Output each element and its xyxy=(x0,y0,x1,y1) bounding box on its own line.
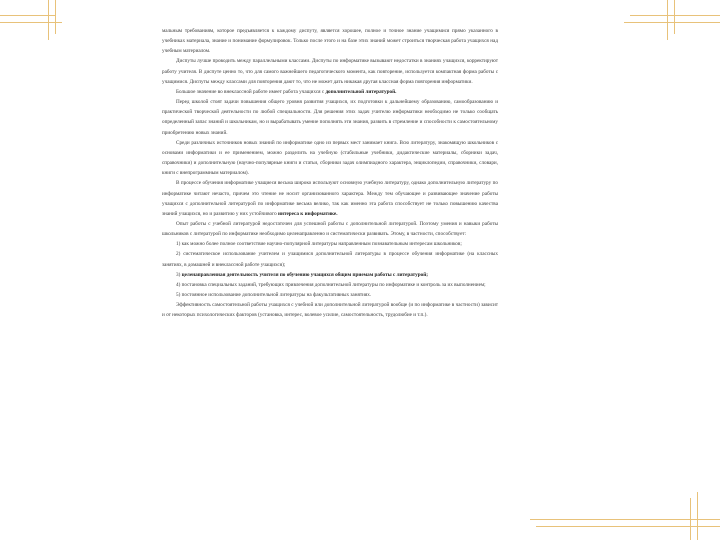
paragraph-text: 5) постоянное использование дополнительной литературы на факультативных занятиях. xyxy=(176,292,372,299)
list-item-1 xyxy=(162,239,498,249)
paragraph-2 xyxy=(162,56,498,86)
paragraph-6 xyxy=(162,178,498,219)
decorative-corner-bottom-right xyxy=(520,490,720,540)
paragraph-5 xyxy=(162,138,498,179)
emphasis-text: дополнительной литературой. xyxy=(325,88,397,95)
paragraph-7 xyxy=(162,219,498,239)
emphasis-text: интереса к информатике. xyxy=(277,210,338,217)
paragraph-1 xyxy=(162,26,498,56)
list-item-3 xyxy=(162,270,498,280)
decorative-corner-top-right xyxy=(610,0,720,40)
paragraph-text: Эффективность самостоятельной работы учащихся с учебной или дополнительной литературой вообще (и по информатике в частности) зависит и от некоторых психологических факторов (установка, интерес, волевое усилие, самостоятельность, трудолюбие и т.п.). xyxy=(162,302,498,319)
paragraph-text: 3) xyxy=(176,271,182,278)
paragraph-text: Большое значение во внеклассной работе имеет работа учащихся с xyxy=(176,88,326,95)
paragraph-4 xyxy=(162,97,498,138)
paragraph-text: В процессе обучения информатике учащиеся весьма широко используют основную учебную литературу, однако дополнительную литературу по информатике читают нечасто, причем это чтение не носит организованного характера. Между тем обучающее и развивающее значение работы учащихся с дополнительной литературой по информатике весьма велико, так как именно эта работа способствует не только повышению качества знаний учащихся, но и развитию у них устойчивого xyxy=(162,180,498,217)
paragraph-text: Опыт работы с учебной литературой недостаточен для успешной работы с дополнительной литературой. Поэтому умения и навыки работы школьников с литературой по информатике необходимо целенаправленно и систематически развивать. Этому, в частности, способствует: xyxy=(162,220,498,238)
scanned-page-text xyxy=(162,26,498,534)
emphasis-text: целенаправленная деятельность учителя по обучению учащихся общим приемам работы с литературой; xyxy=(181,271,428,278)
paragraph-text: 4) постановка специальных заданий, требующих привлечения дополнительной литературы по информатике и контроль за их выполнением; xyxy=(176,281,486,288)
paragraph-text: Диспуты лучше проводить между параллельными классами. Диспуты по информатике вызывают недостатки в знаниях учащихся, корректируют работу учителя. В диспуте ценно то, что для самого важнейшего педагогического момента, как повторение, используется компактная форма работы с учащимися. Диспуты между классами для повторения дают то, что не может дать никакая другая классная форма повторения информатики. xyxy=(162,58,498,85)
paragraph-text: Перед школой стоят задачи повышения общего уровня развития учащихся, их подготовки к дальнейшему образованию, самообразованию и практической творческой деятельности по любой специальности. Для решения этих задач учителю информатики необходимо не только сообщать определенный запас знаний и школьникам, но и вырабатывать умение пополнять эти знания, развить в стремление и способности к самостоятельному приобретению новых знаний. xyxy=(162,99,498,136)
list-item-4 xyxy=(162,280,498,290)
list-item-2 xyxy=(162,249,498,269)
paragraph-text: мальным требованиям, которое предъявляется к каждому диспуту, является хорошее, полное и точное знание учащимися прямо указанного в учебниках материала, знание и понимание формулировок. Только после этого и на базе этих знаний может строиться творческая работа учащихся над учебным материалом. xyxy=(162,28,498,55)
paragraph-text: 2) систематическое использование учителем и учащимися дополнительной литературы в процессе обучения информатике (на классных занятиях, в домашней и внеклассной работе учащихся); xyxy=(162,251,498,268)
list-item-5 xyxy=(162,290,498,300)
paragraph-text: Среди различных источников новых знаний по информатике одно из первых мест занимает книга. Всю литературу, знакомящую школьников с основами информатики и ее применением, можно разделить на учебную (стабильные учебники, дидактические материалы, сборники задач, справочники) и дополнительную (научно-популярные книги и статьи, сборники задач олимпиадного характера, энциклопедии, справочники, словари, книги с внепрограммным материалом). xyxy=(162,139,498,177)
paragraph-8 xyxy=(162,300,498,320)
paragraph-3 xyxy=(162,87,498,97)
paragraph-text: 1) как можно более полное соответствие научно-популярной литературы направленным познавательным интересам школьников; xyxy=(176,241,462,248)
